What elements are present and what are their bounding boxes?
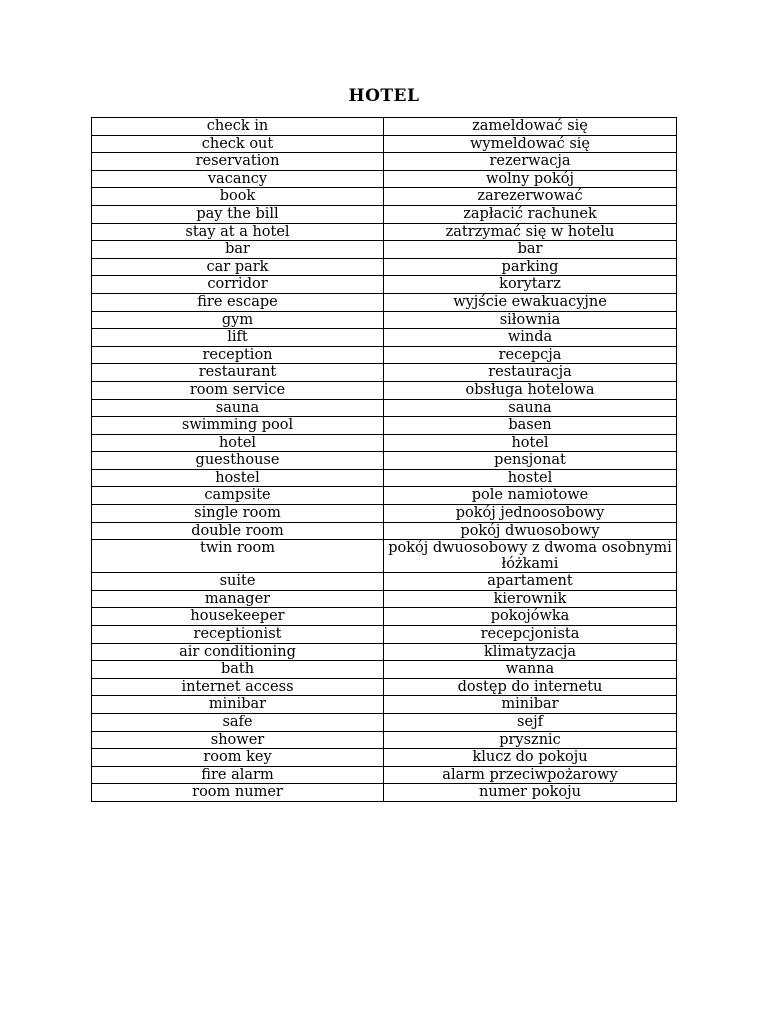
polish-term: zatrzymać się w hotelu xyxy=(384,223,677,241)
english-term: shower xyxy=(92,731,384,749)
english-term: check in xyxy=(92,118,384,136)
table-row xyxy=(92,223,677,241)
polish-term: recepcjonista xyxy=(384,626,677,644)
page-title: HOTEL xyxy=(348,86,420,106)
table-row xyxy=(92,434,677,452)
table-row xyxy=(92,399,677,417)
polish-term: pokojówka xyxy=(384,608,677,626)
polish-term: pokój dwuosobowy xyxy=(384,522,677,540)
polish-term: prysznic xyxy=(384,731,677,749)
english-term: internet access xyxy=(92,678,384,696)
polish-term: kierownik xyxy=(384,590,677,608)
polish-term: zapłacić rachunek xyxy=(384,205,677,223)
english-term: check out xyxy=(92,135,384,153)
table-row xyxy=(92,731,677,749)
polish-term: pensjonat xyxy=(384,452,677,470)
polish-term: alarm przeciwpożarowy xyxy=(384,766,677,784)
polish-term: minibar xyxy=(384,696,677,714)
table-row xyxy=(92,573,677,591)
polish-term: korytarz xyxy=(384,276,677,294)
english-term: pay the bill xyxy=(92,205,384,223)
english-term: gym xyxy=(92,311,384,329)
polish-term: sejf xyxy=(384,714,677,732)
polish-term: pokój dwuosobowy z dwoma osobnymi łóżkami xyxy=(384,540,677,573)
table-row xyxy=(92,205,677,223)
polish-term: pole namiotowe xyxy=(384,487,677,505)
english-term: minibar xyxy=(92,696,384,714)
english-term: double room xyxy=(92,522,384,540)
english-term: single room xyxy=(92,505,384,523)
polish-term: rezerwacja xyxy=(384,153,677,171)
table-row xyxy=(92,643,677,661)
table-row xyxy=(92,364,677,382)
table-row xyxy=(92,661,677,679)
english-term: campsite xyxy=(92,487,384,505)
polish-term: obsługa hotelowa xyxy=(384,381,677,399)
polish-term: klimatyzacja xyxy=(384,643,677,661)
english-term: corridor xyxy=(92,276,384,294)
english-term: book xyxy=(92,188,384,206)
table-row xyxy=(92,258,677,276)
vocabulary-table xyxy=(91,117,677,802)
english-term: bar xyxy=(92,241,384,259)
table-row xyxy=(92,170,677,188)
polish-term: wolny pokój xyxy=(384,170,677,188)
polish-term: klucz do pokoju xyxy=(384,749,677,767)
polish-term: dostęp do internetu xyxy=(384,678,677,696)
polish-term: zarezerwować xyxy=(384,188,677,206)
english-term: housekeeper xyxy=(92,608,384,626)
polish-term: zameldować się xyxy=(384,118,677,136)
english-term: reservation xyxy=(92,153,384,171)
table-row xyxy=(92,241,677,259)
table-row xyxy=(92,346,677,364)
table-row xyxy=(92,381,677,399)
table-row xyxy=(92,749,677,767)
polish-term: wyjście ewakuacyjne xyxy=(384,293,677,311)
table-row xyxy=(92,487,677,505)
table-row xyxy=(92,714,677,732)
english-term: air conditioning xyxy=(92,643,384,661)
table-row xyxy=(92,293,677,311)
table-row xyxy=(92,522,677,540)
english-term: restaurant xyxy=(92,364,384,382)
english-term: stay at a hotel xyxy=(92,223,384,241)
english-term: hotel xyxy=(92,434,384,452)
table-row xyxy=(92,329,677,347)
english-term: safe xyxy=(92,714,384,732)
english-term: reception xyxy=(92,346,384,364)
polish-term: numer pokoju xyxy=(384,784,677,802)
english-term: room service xyxy=(92,381,384,399)
table-row xyxy=(92,784,677,802)
polish-term: recepcja xyxy=(384,346,677,364)
polish-term: pokój jednoosobowy xyxy=(384,505,677,523)
english-term: guesthouse xyxy=(92,452,384,470)
english-term: car park xyxy=(92,258,384,276)
polish-term: parking xyxy=(384,258,677,276)
table-row xyxy=(92,626,677,644)
table-row xyxy=(92,608,677,626)
table-row xyxy=(92,696,677,714)
english-term: bath xyxy=(92,661,384,679)
polish-term: wanna xyxy=(384,661,677,679)
polish-term: siłownia xyxy=(384,311,677,329)
polish-term: restauracja xyxy=(384,364,677,382)
english-term: fire alarm xyxy=(92,766,384,784)
polish-term: basen xyxy=(384,417,677,435)
english-term: sauna xyxy=(92,399,384,417)
table-row xyxy=(92,188,677,206)
table-row xyxy=(92,417,677,435)
table-row xyxy=(92,118,677,136)
table-row xyxy=(92,276,677,294)
table-row xyxy=(92,540,677,573)
polish-term: hotel xyxy=(384,434,677,452)
polish-term: winda xyxy=(384,329,677,347)
english-term: room numer xyxy=(92,784,384,802)
vocabulary-table-body xyxy=(92,118,677,802)
english-term: fire escape xyxy=(92,293,384,311)
english-term: suite xyxy=(92,573,384,591)
table-row xyxy=(92,678,677,696)
table-row xyxy=(92,311,677,329)
table-row xyxy=(92,505,677,523)
table-row xyxy=(92,766,677,784)
polish-term: bar xyxy=(384,241,677,259)
table-row xyxy=(92,135,677,153)
polish-term: sauna xyxy=(384,399,677,417)
english-term: vacancy xyxy=(92,170,384,188)
polish-term: wymeldować się xyxy=(384,135,677,153)
polish-term: apartament xyxy=(384,573,677,591)
english-term: room key xyxy=(92,749,384,767)
english-term: twin room xyxy=(92,540,384,573)
table-row xyxy=(92,590,677,608)
table-row xyxy=(92,153,677,171)
polish-term: hostel xyxy=(384,469,677,487)
english-term: lift xyxy=(92,329,384,347)
table-row xyxy=(92,469,677,487)
english-term: swimming pool xyxy=(92,417,384,435)
table-row xyxy=(92,452,677,470)
english-term: hostel xyxy=(92,469,384,487)
english-term: manager xyxy=(92,590,384,608)
english-term: receptionist xyxy=(92,626,384,644)
